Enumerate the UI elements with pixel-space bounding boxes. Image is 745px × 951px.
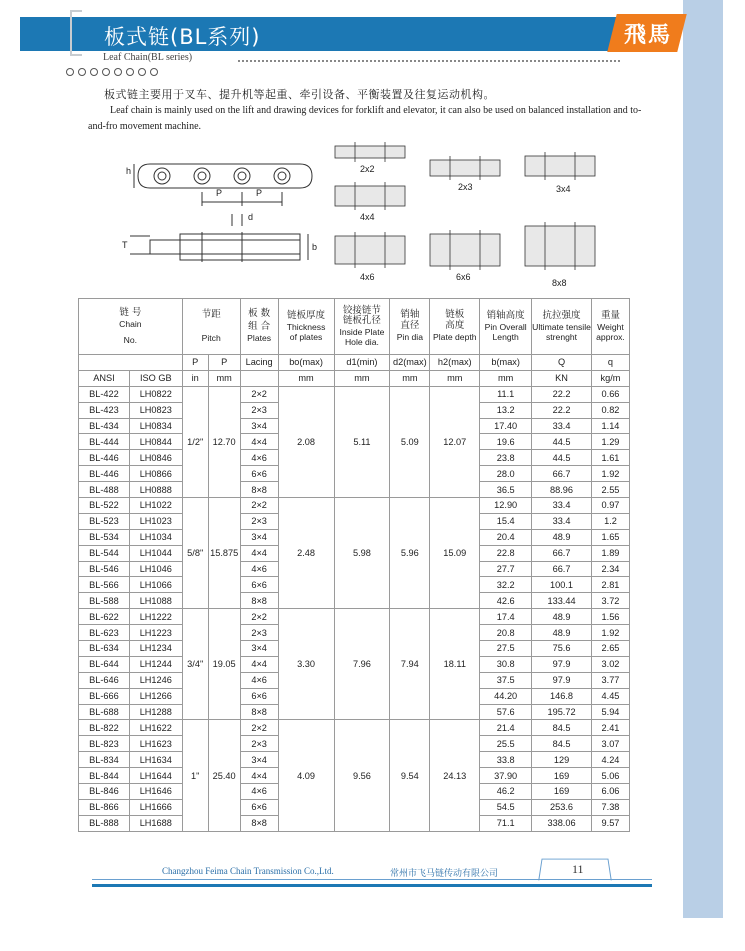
- weight-cell: 2.65: [591, 641, 629, 657]
- iso-cell: LH1034: [129, 529, 182, 545]
- unit-cell: KN: [532, 370, 592, 386]
- lacing-cell: 2×3: [240, 513, 278, 529]
- overall-length-cell: 54.5: [480, 799, 532, 815]
- header-chain-en: Chain: [119, 319, 142, 330]
- header-weight-en: Weight: [597, 322, 624, 333]
- lacing-cell: 8×8: [240, 593, 278, 609]
- tensile-cell: 66.7: [532, 466, 592, 482]
- lacing-label: 2x2: [360, 164, 375, 174]
- iso-cell: LH1666: [129, 799, 182, 815]
- tensile-cell: 146.8: [532, 688, 592, 704]
- header-hole-cn2: 链板孔径: [342, 315, 381, 327]
- weight-cell: 2.81: [591, 577, 629, 593]
- lacing-label: 6x6: [456, 272, 471, 282]
- table-row: [79, 720, 630, 736]
- iso-cell: LH1044: [129, 545, 182, 561]
- symbol-cell: h2(max): [430, 355, 480, 371]
- ansi-cell: BL-422: [79, 386, 130, 402]
- iso-cell: LH1288: [129, 704, 182, 720]
- symbol-cell: bo(max): [278, 355, 334, 371]
- ansi-cell: BL-623: [79, 625, 130, 641]
- iso-cell: LH1634: [129, 752, 182, 768]
- iso-cell: LH0823: [129, 402, 182, 418]
- lacing-cell: 6×6: [240, 688, 278, 704]
- hole-cell: 7.96: [334, 609, 390, 720]
- weight-cell: 2.55: [591, 482, 629, 498]
- weight-cell: 2.41: [591, 720, 629, 736]
- ansi-cell: BL-446: [79, 466, 130, 482]
- lacing-cell: 6×6: [240, 577, 278, 593]
- iso-cell: LH0866: [129, 466, 182, 482]
- thickness-cell: 4.09: [278, 720, 334, 831]
- lacing-label: 4x4: [360, 212, 375, 222]
- header-overall-en: Pin Overall: [484, 322, 527, 333]
- table-header-row: [79, 299, 630, 355]
- footer-line-thick: [92, 884, 652, 887]
- unit-cell: ISO GB: [129, 370, 182, 386]
- weight-cell: 5.06: [591, 768, 629, 784]
- lacing-cell: 4×4: [240, 545, 278, 561]
- pin-cell: 5.96: [390, 498, 430, 609]
- ansi-cell: BL-634: [79, 641, 130, 657]
- iso-cell: LH0888: [129, 482, 182, 498]
- header-depth-cn2: 高度: [445, 319, 465, 331]
- iso-cell: LH1688: [129, 815, 182, 831]
- ansi-cell: BL-444: [79, 434, 130, 450]
- header-weight-cn: 重量: [600, 309, 620, 321]
- page-number: 11: [572, 862, 584, 876]
- ansi-cell: BL-566: [79, 577, 130, 593]
- tensile-cell: 44.5: [532, 450, 592, 466]
- header-tensile-en: Ultimate tensile: [532, 322, 591, 333]
- weight-cell: 9.57: [591, 815, 629, 831]
- diagram-label-b: b: [312, 242, 318, 252]
- lacing-label: 4x6: [360, 272, 375, 282]
- header-depth-en: Plate depth: [433, 332, 477, 343]
- overall-length-cell: 11.1: [480, 386, 532, 402]
- header-bracket: [70, 10, 82, 56]
- tensile-cell: 48.9: [532, 529, 592, 545]
- iso-cell: LH1046: [129, 561, 182, 577]
- ansi-cell: BL-546: [79, 561, 130, 577]
- tensile-cell: 33.4: [532, 513, 592, 529]
- overall-length-cell: 20.8: [480, 625, 532, 641]
- spec-table: [78, 298, 630, 832]
- pitch-in-cell: 5/8": [182, 498, 208, 609]
- tensile-cell: 22.2: [532, 386, 592, 402]
- iso-cell: LH0844: [129, 434, 182, 450]
- overall-length-cell: 46.2: [480, 784, 532, 800]
- tensile-cell: 22.2: [532, 402, 592, 418]
- diagram-label-p2: P: [256, 188, 263, 198]
- thickness-cell: 2.08: [278, 386, 334, 497]
- unit-cell: kg/m: [591, 370, 629, 386]
- header-pin-cn2: 直径: [400, 319, 420, 331]
- weight-cell: 1.2: [591, 513, 629, 529]
- overall-length-cell: 21.4: [480, 720, 532, 736]
- iso-cell: LH0822: [129, 386, 182, 402]
- weight-cell: 2.34: [591, 561, 629, 577]
- overall-length-cell: 27.7: [480, 561, 532, 577]
- depth-cell: 15.09: [430, 498, 480, 609]
- overall-length-cell: 42.6: [480, 593, 532, 609]
- overall-length-cell: 44.20: [480, 688, 532, 704]
- tensile-cell: 97.9: [532, 672, 592, 688]
- iso-cell: LH1266: [129, 688, 182, 704]
- thickness-cell: 3.30: [278, 609, 334, 720]
- ansi-cell: BL-446: [79, 450, 130, 466]
- chain-diagram: [120, 136, 600, 296]
- unit-cell: mm: [334, 370, 390, 386]
- header-thickness-en: Thickness: [286, 322, 326, 333]
- tensile-cell: 129: [532, 752, 592, 768]
- lacing-cell: 4×4: [240, 434, 278, 450]
- lacing-cell: 4×6: [240, 450, 278, 466]
- ansi-cell: BL-622: [79, 609, 130, 625]
- lacing-cell: 4×6: [240, 561, 278, 577]
- unit-cell: in: [182, 370, 208, 386]
- footer-company-en: Changzhou Feima Chain Transmission Co.,Ltd.: [162, 866, 334, 876]
- tensile-cell: 88.96: [532, 482, 592, 498]
- symbol-cell: Lacing: [240, 355, 278, 371]
- weight-cell: 3.07: [591, 736, 629, 752]
- overall-length-cell: 22.8: [480, 545, 532, 561]
- footer-company-cn: 常州市飞马链传动有限公司: [390, 869, 499, 879]
- page-subtitle: Leaf Chain(BL series): [103, 52, 193, 63]
- hole-cell: 5.11: [334, 386, 390, 497]
- lacing-cell: 2×3: [240, 736, 278, 752]
- lacing-cell: 8×8: [240, 704, 278, 720]
- symbol-cell: b(max): [480, 355, 532, 371]
- overall-length-cell: 23.8: [480, 450, 532, 466]
- unit-cell: mm: [480, 370, 532, 386]
- iso-cell: LH0846: [129, 450, 182, 466]
- header-thickness-cn: 链板厚度: [287, 309, 326, 321]
- ansi-cell: BL-644: [79, 656, 130, 672]
- weight-cell: 0.66: [591, 386, 629, 402]
- overall-length-cell: 33.8: [480, 752, 532, 768]
- lacing-cell: 2×3: [240, 625, 278, 641]
- weight-cell: 1.61: [591, 450, 629, 466]
- depth-cell: 12.07: [430, 386, 480, 497]
- iso-cell: LH1022: [129, 498, 182, 514]
- iso-cell: LH1246: [129, 672, 182, 688]
- symbol-cell: d2(max): [390, 355, 430, 371]
- lacing-label: 8x8: [552, 278, 567, 288]
- pitch-in-cell: 3/4": [182, 609, 208, 720]
- ansi-cell: BL-434: [79, 418, 130, 434]
- ansi-cell: BL-834: [79, 752, 130, 768]
- weight-cell: 4.45: [591, 688, 629, 704]
- hole-cell: 5.98: [334, 498, 390, 609]
- diagram-label-t: T: [122, 240, 128, 250]
- symbol-cell: Q: [532, 355, 592, 371]
- tensile-cell: 100.1: [532, 577, 592, 593]
- weight-cell: 6.06: [591, 784, 629, 800]
- brand-logo: 飛馬: [624, 22, 673, 48]
- ansi-cell: BL-866: [79, 799, 130, 815]
- overall-length-cell: 71.1: [480, 815, 532, 831]
- overall-length-cell: 37.5: [480, 672, 532, 688]
- weight-cell: 3.77: [591, 672, 629, 688]
- header-depth-cn: 链板: [445, 309, 465, 321]
- lacing-label: 3x4: [556, 184, 571, 194]
- tensile-cell: 44.5: [532, 434, 592, 450]
- header-plates-cn2: 组 合: [248, 320, 271, 332]
- lacing-cell: 3×4: [240, 418, 278, 434]
- iso-cell: LH1088: [129, 593, 182, 609]
- lacing-cell: 3×4: [240, 641, 278, 657]
- lacing-cell: 3×4: [240, 752, 278, 768]
- symbol-cell: [79, 355, 183, 371]
- lacing-cell: 4×4: [240, 656, 278, 672]
- iso-cell: LH1244: [129, 656, 182, 672]
- tensile-cell: 169: [532, 768, 592, 784]
- iso-cell: LH1622: [129, 720, 182, 736]
- lacing-cell: 2×2: [240, 720, 278, 736]
- pitch-mm-cell: 15.875: [208, 498, 240, 609]
- header-tensile-en2: strenght: [546, 331, 578, 342]
- overall-length-cell: 20.4: [480, 529, 532, 545]
- pitch-in-cell: 1/2": [182, 386, 208, 497]
- unit-cell: mm: [278, 370, 334, 386]
- weight-cell: 1.92: [591, 625, 629, 641]
- header-hole-en2: Hole dia.: [344, 336, 379, 347]
- ansi-cell: BL-822: [79, 720, 130, 736]
- header-plates-en: Plates: [247, 333, 272, 344]
- lacing-cell: 4×6: [240, 672, 278, 688]
- ansi-cell: BL-844: [79, 768, 130, 784]
- tensile-cell: 48.9: [532, 609, 592, 625]
- symbol-cell: P: [182, 355, 208, 371]
- weight-cell: 1.14: [591, 418, 629, 434]
- lacing-cell: 2×2: [240, 609, 278, 625]
- overall-length-cell: 30.8: [480, 656, 532, 672]
- symbol-cell: d1(min): [334, 355, 390, 371]
- weight-cell: 1.29: [591, 434, 629, 450]
- ansi-cell: BL-534: [79, 529, 130, 545]
- table-row: [79, 609, 630, 625]
- lacing-cell: 4×6: [240, 784, 278, 800]
- overall-length-cell: 12.90: [480, 498, 532, 514]
- header-pin-en: Pin dia: [396, 332, 423, 343]
- pin-cell: 9.54: [390, 720, 430, 831]
- symbol-cell: q: [591, 355, 629, 371]
- ansi-cell: BL-688: [79, 704, 130, 720]
- lacing-label: 2x3: [458, 182, 473, 192]
- header-overall-en2: Length: [492, 331, 519, 342]
- footer-line-thin: [92, 879, 652, 880]
- side-strip: [683, 0, 723, 918]
- thickness-cell: 2.48: [278, 498, 334, 609]
- intro-chinese: 板式链主要用于叉车、提升机等起重、牵引设备、平衡装置及往复运动机构。: [104, 88, 495, 101]
- tensile-cell: 97.9: [532, 656, 592, 672]
- weight-cell: 1.89: [591, 545, 629, 561]
- ansi-cell: BL-544: [79, 545, 130, 561]
- weight-cell: 7.38: [591, 799, 629, 815]
- weight-cell: 3.02: [591, 656, 629, 672]
- overall-length-cell: 19.6: [480, 434, 532, 450]
- weight-cell: 5.94: [591, 704, 629, 720]
- header-chain-cn: 链 号: [119, 306, 142, 318]
- pitch-mm-cell: 19.05: [208, 609, 240, 720]
- intro-english: Leaf chain is mainly used on the lift and drawing devices for forklift and elevator, it can also be used on balanced installation and to-and-fro movement machine.: [88, 105, 642, 132]
- pin-cell: 5.09: [390, 386, 430, 497]
- overall-length-cell: 27.5: [480, 641, 532, 657]
- lacing-cell: 3×4: [240, 529, 278, 545]
- header-thickness-en2: of plates: [289, 331, 323, 342]
- tensile-cell: 75.6: [532, 641, 592, 657]
- tensile-cell: 48.9: [532, 625, 592, 641]
- ansi-cell: BL-588: [79, 593, 130, 609]
- tensile-cell: 84.5: [532, 720, 592, 736]
- header-weight-en2: approx.: [596, 331, 625, 342]
- depth-cell: 24.13: [430, 720, 480, 831]
- tensile-cell: 33.4: [532, 418, 592, 434]
- unit-cell: mm: [208, 370, 240, 386]
- ansi-cell: BL-523: [79, 513, 130, 529]
- lacing-cell: 2×3: [240, 402, 278, 418]
- lacing-cell: 4×4: [240, 768, 278, 784]
- header-tensile-cn: 抗拉强度: [542, 309, 581, 321]
- overall-length-cell: 37.90: [480, 768, 532, 784]
- symbol-cell: P: [208, 355, 240, 371]
- iso-cell: LH1223: [129, 625, 182, 641]
- hole-cell: 9.56: [334, 720, 390, 831]
- weight-cell: 4.24: [591, 752, 629, 768]
- pitch-in-cell: 1": [182, 720, 208, 831]
- spec-table-body: [79, 386, 630, 831]
- ansi-cell: BL-423: [79, 402, 130, 418]
- weight-cell: 0.97: [591, 498, 629, 514]
- decorative-circles: [66, 68, 158, 76]
- iso-cell: LH1646: [129, 784, 182, 800]
- overall-length-cell: 32.2: [480, 577, 532, 593]
- weight-cell: 3.72: [591, 593, 629, 609]
- ansi-cell: BL-646: [79, 672, 130, 688]
- pitch-mm-cell: 12.70: [208, 386, 240, 497]
- overall-length-cell: 13.2: [480, 402, 532, 418]
- ansi-cell: BL-666: [79, 688, 130, 704]
- ansi-cell: BL-488: [79, 482, 130, 498]
- weight-cell: 1.56: [591, 609, 629, 625]
- tensile-cell: 169: [532, 784, 592, 800]
- symbol-row: [79, 355, 630, 371]
- header-hole-en: Inside Plate: [339, 327, 385, 338]
- lacing-cell: 2×2: [240, 386, 278, 402]
- overall-length-cell: 57.6: [480, 704, 532, 720]
- ansi-cell: BL-888: [79, 815, 130, 831]
- unit-cell: mm: [390, 370, 430, 386]
- weight-cell: 0.82: [591, 402, 629, 418]
- header-chain-no: No.: [123, 334, 138, 345]
- header-hole-cn: 铰接链节: [342, 304, 381, 316]
- overall-length-cell: 17.4: [480, 609, 532, 625]
- tensile-cell: 33.4: [532, 498, 592, 514]
- pitch-mm-cell: 25.40: [208, 720, 240, 831]
- unit-cell: [240, 370, 278, 386]
- diagram-label-p1: P: [216, 188, 223, 198]
- tensile-cell: 195.72: [532, 704, 592, 720]
- lacing-cell: 8×8: [240, 815, 278, 831]
- ansi-cell: BL-846: [79, 784, 130, 800]
- lacing-cell: 6×6: [240, 466, 278, 482]
- iso-cell: LH1644: [129, 768, 182, 784]
- ansi-cell: BL-522: [79, 498, 130, 514]
- lacing-cell: 8×8: [240, 482, 278, 498]
- overall-length-cell: 28.0: [480, 466, 532, 482]
- tensile-cell: 66.7: [532, 561, 592, 577]
- lacing-cell: 2×2: [240, 498, 278, 514]
- weight-cell: 1.92: [591, 466, 629, 482]
- unit-cell: ANSI: [79, 370, 130, 386]
- iso-cell: LH1222: [129, 609, 182, 625]
- dotted-divider: [238, 60, 620, 62]
- diagram-label-h: h: [126, 166, 132, 176]
- pin-cell: 7.94: [390, 609, 430, 720]
- table-row: [79, 386, 630, 402]
- unit-row: [79, 370, 630, 386]
- iso-cell: LH1023: [129, 513, 182, 529]
- tensile-cell: 338.06: [532, 815, 592, 831]
- iso-cell: LH1066: [129, 577, 182, 593]
- overall-length-cell: 17.40: [480, 418, 532, 434]
- overall-length-cell: 36.5: [480, 482, 532, 498]
- ansi-cell: BL-823: [79, 736, 130, 752]
- header-pin-cn: 销轴: [400, 309, 420, 321]
- unit-cell: mm: [430, 370, 480, 386]
- iso-cell: LH1623: [129, 736, 182, 752]
- weight-cell: 1.65: [591, 529, 629, 545]
- iso-cell: LH1234: [129, 641, 182, 657]
- lacing-cell: 6×6: [240, 799, 278, 815]
- table-row: [79, 498, 630, 514]
- tensile-cell: 133.44: [532, 593, 592, 609]
- tensile-cell: 253.6: [532, 799, 592, 815]
- tensile-cell: 84.5: [532, 736, 592, 752]
- overall-length-cell: 15.4: [480, 513, 532, 529]
- header-overall-cn: 销轴高度: [486, 309, 525, 321]
- header-pitch-en: Pitch: [201, 332, 221, 343]
- overall-length-cell: 25.5: [480, 736, 532, 752]
- page-title: 板式链(BL系列): [104, 25, 261, 49]
- tensile-cell: 66.7: [532, 545, 592, 561]
- header-plates-cn: 板 数: [248, 308, 271, 320]
- depth-cell: 18.11: [430, 609, 480, 720]
- header-pitch-cn: 节距: [201, 308, 221, 320]
- iso-cell: LH0834: [129, 418, 182, 434]
- diagram-label-d: d: [248, 212, 254, 222]
